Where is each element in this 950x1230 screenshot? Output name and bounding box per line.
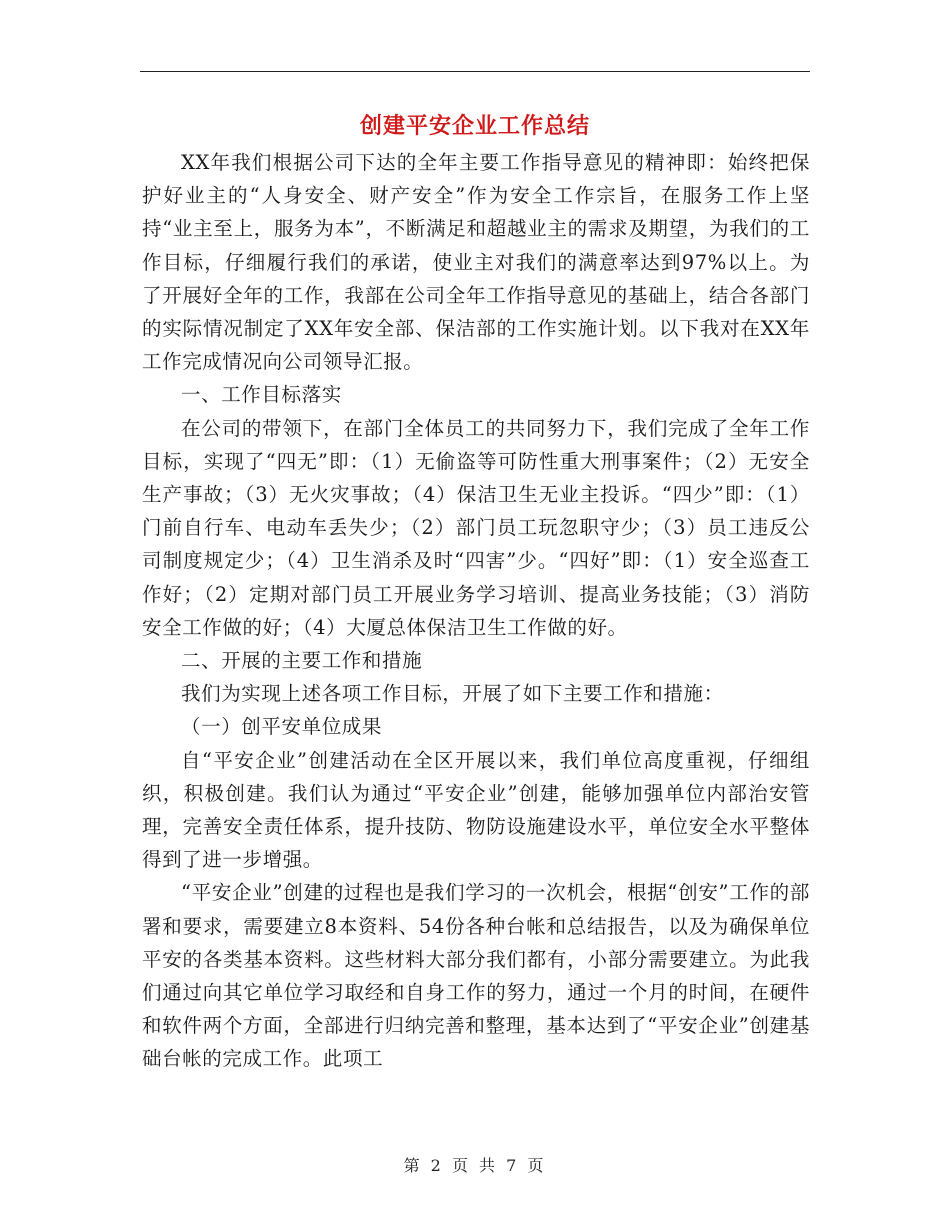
paragraph-safe-unit: 自“平安企业”创建活动在全区开展以来，我们单位高度重视，仔细组织，积极创建。我们认为通过“平安企业”创建，能够加强单位内部治安管理，完善安全责任体系，提升技防、物防设施建设水平，单位安全水平整体得到了进一步增强。	[142, 748, 810, 872]
paragraph-safe-enterprise: “平安企业”创建的过程也是我们学习的一次机会，根据“创安”工作的部署和要求，需要建立8本资料、54份各种台帐和总结报告，以及为确保单位平安的各类基本资料。这些材料大部分我们都有，小部分需要建立。为此我们通过向其它单位学习取经和自身工作的努力，通过一个月的时间，在硬件和软件两个方面，全部进行归纳完善和整理，基本达到了“平安企业”创建基础台帐的完成工作。此项工	[142, 881, 810, 1071]
paragraph-goals: 在公司的带领下，在部门全体员工的共同努力下，我们完成了全年工作目标，实现了“四无”即：（1）无偷盗等可防性重大刑事案件；（2）无安全生产事故；（3）无火灾事故；（4）保洁卫生无业主投诉。“四少”即：（1）门前自行车、电动车丢失少；（2）部门员工玩忽职守少；（3）员工违反公司制度规定少；（4）卫生消杀及时“四害”少。“四好”即：（1）安全巡查工作好；（2）定期对部门员工开展业务学习培训、提高业务技能；（3）消防安全工作做的好；（4）大厦总体保洁卫生工作做的好。	[142, 416, 810, 639]
section-heading-1: 一、工作目标落实	[181, 383, 342, 407]
paragraph-measures-intro: 我们为实现上述各项工作目标，开展了如下主要工作和措施：	[181, 682, 724, 706]
paragraph-intro: XX年我们根据公司下达的全年主要工作指导意见的精神即：始终把保护好业主的“人身安全、财产安全”作为安全工作宗旨，在服务工作上坚持“业主至上，服务为本”，不断满足和超越业主的需求及期望，为我们的工作目标，仔细履行我们的承诺，使业主对我们的满意率达到97%以上。为了开展好全年的工作，我部在公司全年工作指导意见的基础上，结合各部门的实际情况制定了XX年安全部、保洁部的工作实施计划。以下我对在XX年工作完成情况向公司领导汇报。	[142, 151, 810, 374]
document-title: 创建平安企业工作总结	[359, 113, 590, 139]
header-rule	[140, 71, 810, 72]
section-heading-2: 二、开展的主要工作和措施	[181, 649, 423, 673]
subsection-heading-1: （一）创平安单位成果	[181, 715, 383, 739]
page-footer: 第 2 页 共 7 页	[403, 1156, 547, 1175]
document-body	[142, 146, 810, 1076]
